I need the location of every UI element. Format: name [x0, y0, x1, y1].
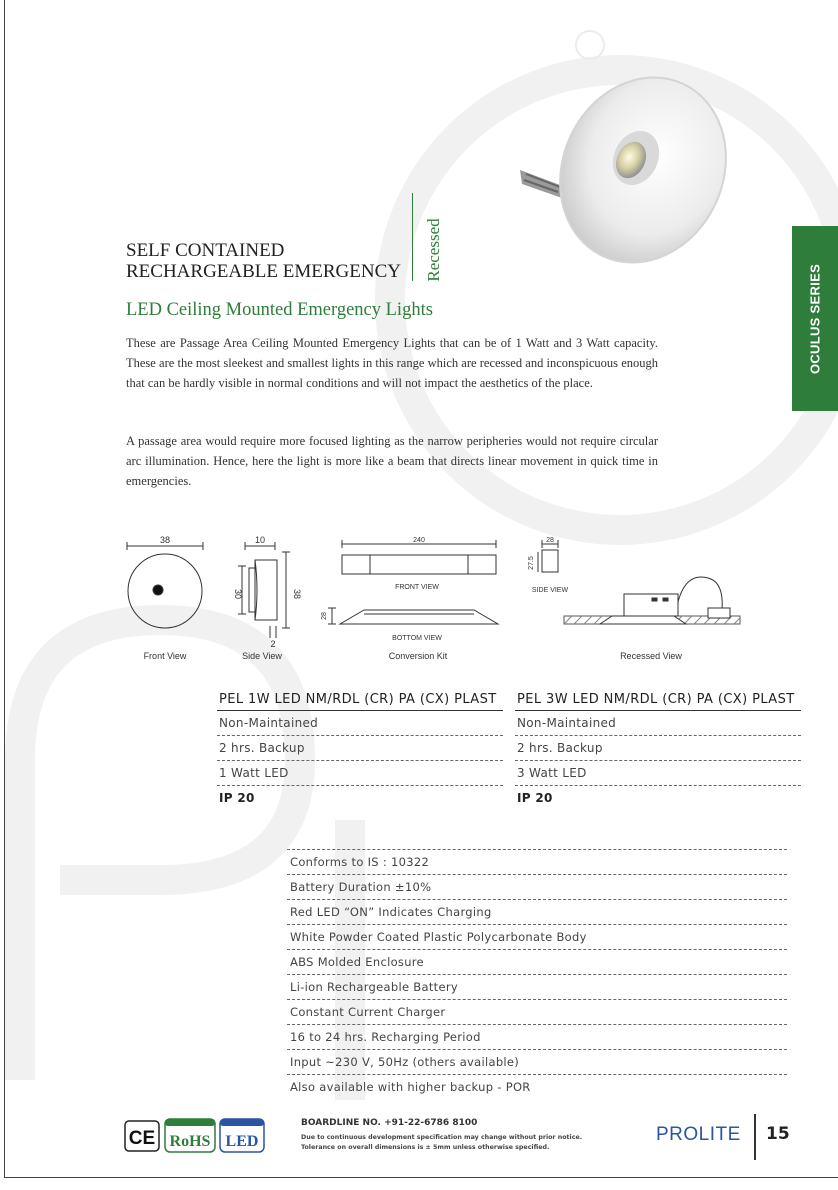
feature-item: Also available with higher backup - POR [290, 1080, 531, 1094]
footer-divider [754, 1114, 756, 1160]
kit-front-view-label: FRONT VIEW [395, 584, 439, 591]
svg-text:LED: LED [225, 1133, 259, 1150]
feature-item: ABS Molded Enclosure [287, 950, 787, 975]
mount-type-label: Recessed [424, 218, 443, 282]
spec-column-1w [217, 689, 503, 810]
ce-mark-icon [125, 1121, 159, 1151]
kit-side-dim-height: 27.5 [528, 556, 535, 570]
footer-contact [301, 1118, 601, 1153]
kit-side-view-label: SIDE VIEW [531, 587, 569, 594]
boardline-number: BOARDLINE NO. +91-22-6786 8100 [301, 1118, 478, 1128]
feature-item: Red LED “ON” Indicates Charging [287, 900, 787, 925]
side-view-dim-top: 10 [254, 535, 266, 545]
side-view-dim-left: 30 [233, 588, 243, 600]
certification-logos [124, 1118, 266, 1154]
side-view-label: Side View [242, 651, 282, 661]
conversion-kit-drawing [328, 540, 558, 624]
feature-item: 16 to 24 hrs. Recharging Period [287, 1025, 787, 1050]
feature-item: Input ~230 V, 50Hz (others available) [287, 1050, 787, 1075]
led-badge-icon [220, 1119, 264, 1152]
page-border-left [4, 0, 5, 1178]
page-number: 15 [766, 1124, 790, 1144]
brand-logo: PROLITE [656, 1124, 741, 1145]
spec-ip-rating: IP 20 [517, 791, 553, 805]
side-view-dim-bottom: 2 [270, 639, 276, 649]
description-paragraph-2: A passage area would require more focused lighting as the narrow peripheries would not require circular arc illumination. Hence, here the light is more like a beam that directs linear movement in quick time in emergencies. [126, 434, 658, 488]
spec-backup: 2 hrs. Backup [515, 736, 801, 761]
model-name: PEL 1W LED NM/RDL (CR) PA (CX) PLAST [217, 689, 503, 711]
kit-side-dim-width: 28 [546, 537, 554, 544]
title-line-1: SELF CONTAINED [126, 240, 285, 261]
front-view-dim: 38 [159, 535, 171, 545]
kit-dim-length: 240 [413, 537, 425, 544]
title-divider [412, 193, 413, 281]
spec-mode: Non-Maintained [217, 711, 503, 736]
spec-column-3w [515, 689, 801, 810]
product-title [126, 240, 401, 282]
conversion-kit-label: Conversion Kit [388, 651, 448, 661]
side-view-drawing [238, 542, 290, 638]
feature-item: Constant Current Charger [287, 1000, 787, 1025]
product-subtitle: LED Ceiling Mounted Emergency Lights [126, 300, 433, 320]
feature-item: Li-ion Rechargeable Battery [287, 975, 787, 1000]
side-view-dim-right: 38 [292, 588, 302, 600]
spec-wattage: 1 Watt LED [217, 761, 503, 786]
front-view-drawing [127, 542, 203, 628]
feature-item: White Powder Coated Plastic Polycarbonate Body [287, 925, 787, 950]
feature-item: Conforms to IS : 10322 [287, 850, 787, 875]
description-paragraph-1: These are Passage Area Ceiling Mounted Emergency Lights that can be of 1 Watt and 3 Watt capacity. These are the most sleekest and smallest lights in this range which are recessed and inconspicuous enough that can be hardly visible in normal conditions and will not impact the aesthetics of the place. [126, 336, 658, 390]
features-list [287, 849, 787, 1099]
spec-backup: 2 hrs. Backup [217, 736, 503, 761]
rohs-badge-icon [165, 1119, 215, 1152]
spec-wattage: 3 Watt LED [515, 761, 801, 786]
svg-text:CE: CE [128, 1128, 156, 1149]
front-view-label: Front View [143, 651, 187, 661]
model-name: PEL 3W LED NM/RDL (CR) PA (CX) PLAST [515, 689, 801, 711]
recessed-view-label: Recessed View [620, 651, 682, 661]
kit-bottom-view-label: BOTTOM VIEW [392, 635, 442, 642]
page-border-bottom [4, 1177, 838, 1178]
spec-ip-rating: IP 20 [219, 791, 255, 805]
recessed-view-drawing [564, 577, 740, 624]
svg-text:RoHS: RoHS [169, 1133, 211, 1150]
tolerance-note: Tolerance on overall dimensions is ± 5mm unless otherwise specified. [301, 1144, 550, 1151]
spec-change-note: Due to continuous development specification may change without prior notice. [301, 1134, 583, 1141]
series-tab-label: OCULUS SERIES [807, 263, 823, 374]
feature-item: Battery Duration ±10% [287, 875, 787, 900]
technical-diagrams [118, 530, 758, 670]
title-line-2: RECHARGEABLE EMERGENCY [126, 261, 401, 282]
product-photo [508, 70, 738, 270]
kit-dim-height: 28 [321, 612, 328, 620]
spec-mode: Non-Maintained [515, 711, 801, 736]
series-tab [792, 226, 838, 411]
